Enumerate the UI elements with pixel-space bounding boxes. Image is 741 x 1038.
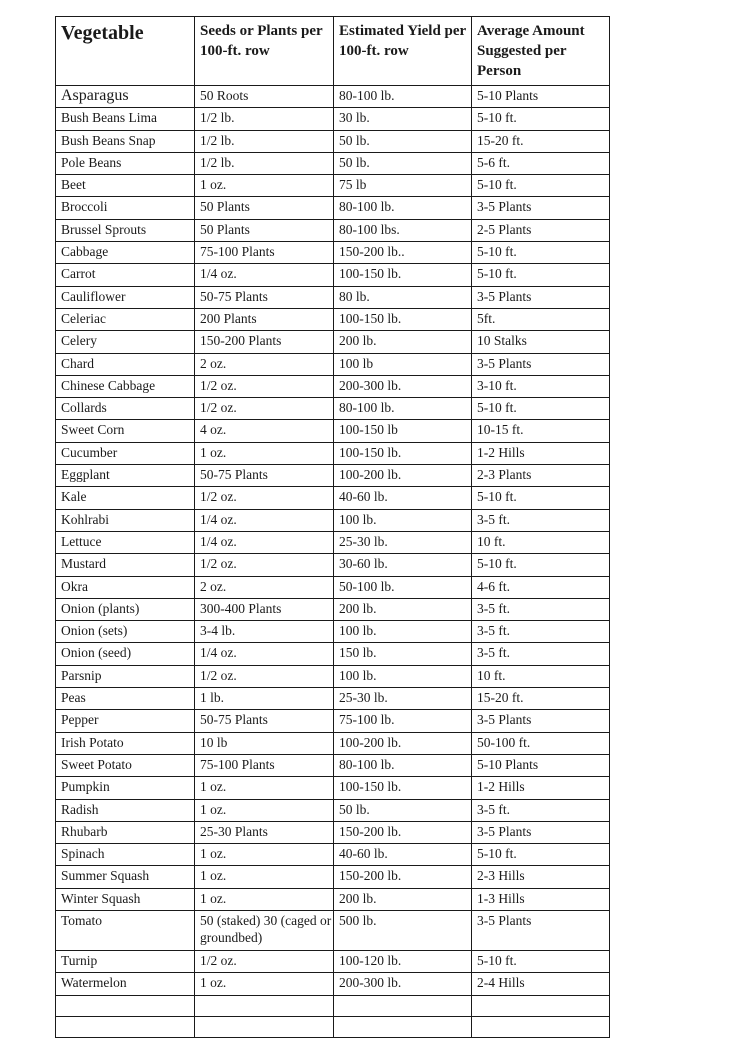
seeds-or-plants-cell: 1 oz. xyxy=(195,973,334,995)
header-vegetable: Vegetable xyxy=(56,17,195,86)
seeds-or-plants-cell: 50 Roots xyxy=(195,86,334,108)
seeds-or-plants-cell: 50 (staked) 30 (caged or groundbed) xyxy=(195,910,334,950)
estimated-yield-cell: 100-150 lb. xyxy=(334,442,472,464)
seeds-or-plants-cell: 50 Plants xyxy=(195,197,334,219)
seeds-or-plants-cell: 1/2 lb. xyxy=(195,130,334,152)
vegetable-cell: Pepper xyxy=(56,710,195,732)
estimated-yield-cell: 50-100 lb. xyxy=(334,576,472,598)
average-amount-cell: 3-5 Plants xyxy=(472,197,610,219)
average-amount-cell: 5ft. xyxy=(472,308,610,330)
average-amount-cell: 3-5 Plants xyxy=(472,821,610,843)
average-amount-cell: 5-10 ft. xyxy=(472,554,610,576)
estimated-yield-cell xyxy=(334,995,472,1016)
estimated-yield-cell: 100 lb xyxy=(334,353,472,375)
table-row xyxy=(56,799,610,821)
estimated-yield-cell: 100-150 lb. xyxy=(334,777,472,799)
average-amount-cell: 50-100 ft. xyxy=(472,732,610,754)
average-amount-cell: 10 Stalks xyxy=(472,331,610,353)
average-amount-cell: 10 ft. xyxy=(472,665,610,687)
table-row xyxy=(56,554,610,576)
estimated-yield-cell: 80-100 lb. xyxy=(334,754,472,776)
seeds-or-plants-cell: 1/2 oz. xyxy=(195,375,334,397)
estimated-yield-cell: 30-60 lb. xyxy=(334,554,472,576)
table-row xyxy=(56,732,610,754)
seeds-or-plants-cell xyxy=(195,1016,334,1037)
seeds-or-plants-cell: 1/4 oz. xyxy=(195,643,334,665)
header-estimated-yield: Estimated Yield per 100-ft. row xyxy=(334,17,472,86)
average-amount-cell: 3-5 ft. xyxy=(472,509,610,531)
seeds-or-plants-cell: 1/2 oz. xyxy=(195,950,334,972)
seeds-or-plants-cell: 1 oz. xyxy=(195,799,334,821)
vegetable-cell: Watermelon xyxy=(56,973,195,995)
table-row xyxy=(56,621,610,643)
vegetable-cell: Tomato xyxy=(56,910,195,950)
vegetable-cell: Kale xyxy=(56,487,195,509)
average-amount-cell: 1-2 Hills xyxy=(472,777,610,799)
vegetable-cell: Chard xyxy=(56,353,195,375)
seeds-or-plants-cell: 50-75 Plants xyxy=(195,465,334,487)
vegetable-cell: Bush Beans Snap xyxy=(56,130,195,152)
estimated-yield-cell: 200 lb. xyxy=(334,331,472,353)
seeds-or-plants-cell: 50 Plants xyxy=(195,219,334,241)
vegetable-cell: Irish Potato xyxy=(56,732,195,754)
seeds-or-plants-cell: 1/2 oz. xyxy=(195,665,334,687)
average-amount-cell: 3-5 ft. xyxy=(472,643,610,665)
average-amount-cell xyxy=(472,1016,610,1037)
average-amount-cell: 10 ft. xyxy=(472,531,610,553)
seeds-or-plants-cell: 10 lb xyxy=(195,732,334,754)
seeds-or-plants-cell: 1 oz. xyxy=(195,442,334,464)
vegetable-cell: Onion (sets) xyxy=(56,621,195,643)
estimated-yield-cell: 200 lb. xyxy=(334,888,472,910)
table-row xyxy=(56,950,610,972)
table-row xyxy=(56,710,610,732)
average-amount-cell: 5-10 ft. xyxy=(472,950,610,972)
table-row xyxy=(56,242,610,264)
estimated-yield-cell: 500 lb. xyxy=(334,910,472,950)
seeds-or-plants-cell: 1 lb. xyxy=(195,688,334,710)
vegetable-cell: Peas xyxy=(56,688,195,710)
average-amount-cell: 5-10 ft. xyxy=(472,175,610,197)
vegetable-cell: Celery xyxy=(56,331,195,353)
estimated-yield-cell: 40-60 lb. xyxy=(334,487,472,509)
table-row xyxy=(56,844,610,866)
table-header xyxy=(56,17,610,86)
estimated-yield-cell: 80 lb. xyxy=(334,286,472,308)
table-row xyxy=(56,888,610,910)
table-row xyxy=(56,375,610,397)
seeds-or-plants-cell: 1 oz. xyxy=(195,777,334,799)
estimated-yield-cell: 100-120 lb. xyxy=(334,950,472,972)
estimated-yield-cell: 150-200 lb. xyxy=(334,866,472,888)
estimated-yield-cell: 80-100 lb. xyxy=(334,86,472,108)
average-amount-cell: 5-10 ft. xyxy=(472,398,610,420)
vegetable-cell: Cauliflower xyxy=(56,286,195,308)
table-row xyxy=(56,219,610,241)
estimated-yield-cell: 50 lb. xyxy=(334,130,472,152)
table-row xyxy=(56,777,610,799)
average-amount-cell: 5-10 ft. xyxy=(472,264,610,286)
average-amount-cell: 5-6 ft. xyxy=(472,152,610,174)
seeds-or-plants-cell: 4 oz. xyxy=(195,420,334,442)
seeds-or-plants-cell: 150-200 Plants xyxy=(195,331,334,353)
seeds-or-plants-cell: 1/4 oz. xyxy=(195,531,334,553)
seeds-or-plants-cell: 75-100 Plants xyxy=(195,242,334,264)
table-row xyxy=(56,152,610,174)
header-seeds-or-plants: Seeds or Plants per 100-ft. row xyxy=(195,17,334,86)
average-amount-cell: 4-6 ft. xyxy=(472,576,610,598)
table-row xyxy=(56,598,610,620)
table-row xyxy=(56,442,610,464)
vegetable-cell: Bush Beans Lima xyxy=(56,108,195,130)
vegetable-cell: Rhubarb xyxy=(56,821,195,843)
estimated-yield-cell: 100-150 lb. xyxy=(334,264,472,286)
seeds-or-plants-cell: 2 oz. xyxy=(195,353,334,375)
seeds-or-plants-cell: 1 oz. xyxy=(195,888,334,910)
vegetable-cell: Cabbage xyxy=(56,242,195,264)
table-row xyxy=(56,531,610,553)
average-amount-cell: 2-5 Plants xyxy=(472,219,610,241)
vegetable-cell: Asparagus xyxy=(56,86,195,108)
seeds-or-plants-cell: 50-75 Plants xyxy=(195,710,334,732)
seeds-or-plants-cell: 25-30 Plants xyxy=(195,821,334,843)
estimated-yield-cell: 200 lb. xyxy=(334,598,472,620)
vegetable-cell: Eggplant xyxy=(56,465,195,487)
table-row xyxy=(56,487,610,509)
average-amount-cell: 3-5 Plants xyxy=(472,910,610,950)
table-row xyxy=(56,353,610,375)
vegetable-cell: Mustard xyxy=(56,554,195,576)
average-amount-cell: 10-15 ft. xyxy=(472,420,610,442)
estimated-yield-cell: 200-300 lb. xyxy=(334,375,472,397)
average-amount-cell: 5-10 ft. xyxy=(472,242,610,264)
average-amount-cell: 5-10 ft. xyxy=(472,108,610,130)
table-row xyxy=(56,197,610,219)
table-row xyxy=(56,995,610,1016)
header-row xyxy=(56,17,610,86)
table-row xyxy=(56,130,610,152)
average-amount-cell: 3-5 Plants xyxy=(472,710,610,732)
estimated-yield-cell: 30 lb. xyxy=(334,108,472,130)
seeds-or-plants-cell xyxy=(195,995,334,1016)
estimated-yield-cell: 100-200 lb. xyxy=(334,465,472,487)
estimated-yield-cell: 80-100 lb. xyxy=(334,197,472,219)
table-row xyxy=(56,665,610,687)
table-row xyxy=(56,643,610,665)
seeds-or-plants-cell: 1/2 oz. xyxy=(195,487,334,509)
estimated-yield-cell: 50 lb. xyxy=(334,152,472,174)
vegetable-cell: Spinach xyxy=(56,844,195,866)
table-body xyxy=(56,86,610,1038)
vegetable-cell: Winter Squash xyxy=(56,888,195,910)
vegetable-cell: Carrot xyxy=(56,264,195,286)
seeds-or-plants-cell: 75-100 Plants xyxy=(195,754,334,776)
table-row xyxy=(56,286,610,308)
seeds-or-plants-cell: 1 oz. xyxy=(195,866,334,888)
estimated-yield-cell: 100-150 lb xyxy=(334,420,472,442)
seeds-or-plants-cell: 1/4 oz. xyxy=(195,509,334,531)
average-amount-cell xyxy=(472,995,610,1016)
table-row xyxy=(56,754,610,776)
average-amount-cell: 2-4 Hills xyxy=(472,973,610,995)
average-amount-cell: 3-5 ft. xyxy=(472,621,610,643)
average-amount-cell: 2-3 Hills xyxy=(472,866,610,888)
vegetable-cell: Turnip xyxy=(56,950,195,972)
seeds-or-plants-cell: 1/2 oz. xyxy=(195,398,334,420)
vegetable-cell: Kohlrabi xyxy=(56,509,195,531)
table-row xyxy=(56,175,610,197)
table-row xyxy=(56,86,610,108)
seeds-or-plants-cell: 1 oz. xyxy=(195,844,334,866)
vegetable-cell: Summer Squash xyxy=(56,866,195,888)
average-amount-cell: 2-3 Plants xyxy=(472,465,610,487)
average-amount-cell: 15-20 ft. xyxy=(472,130,610,152)
vegetable-cell: Celeriac xyxy=(56,308,195,330)
estimated-yield-cell: 50 lb. xyxy=(334,799,472,821)
seeds-or-plants-cell: 200 Plants xyxy=(195,308,334,330)
vegetable-cell: Pumpkin xyxy=(56,777,195,799)
seeds-or-plants-cell: 1/4 oz. xyxy=(195,264,334,286)
estimated-yield-cell: 75-100 lb. xyxy=(334,710,472,732)
average-amount-cell: 5-10 ft. xyxy=(472,844,610,866)
estimated-yield-cell: 100 lb. xyxy=(334,509,472,531)
vegetable-cell: Onion (seed) xyxy=(56,643,195,665)
vegetable-cell xyxy=(56,1016,195,1037)
estimated-yield-cell: 100-150 lb. xyxy=(334,308,472,330)
estimated-yield-cell: 100-200 lb. xyxy=(334,732,472,754)
vegetable-cell: Sweet Corn xyxy=(56,420,195,442)
vegetable-cell: Sweet Potato xyxy=(56,754,195,776)
table-row xyxy=(56,108,610,130)
table-row xyxy=(56,308,610,330)
average-amount-cell: 1-3 Hills xyxy=(472,888,610,910)
seeds-or-plants-cell: 2 oz. xyxy=(195,576,334,598)
vegetable-cell: Lettuce xyxy=(56,531,195,553)
table-row xyxy=(56,973,610,995)
estimated-yield-cell: 40-60 lb. xyxy=(334,844,472,866)
average-amount-cell: 3-5 ft. xyxy=(472,598,610,620)
vegetable-cell xyxy=(56,995,195,1016)
estimated-yield-cell: 25-30 lb. xyxy=(334,531,472,553)
vegetable-cell: Parsnip xyxy=(56,665,195,687)
average-amount-cell: 3-5 ft. xyxy=(472,799,610,821)
vegetable-cell: Chinese Cabbage xyxy=(56,375,195,397)
average-amount-cell: 5-10 Plants xyxy=(472,754,610,776)
vegetable-cell: Onion (plants) xyxy=(56,598,195,620)
average-amount-cell: 5-10 Plants xyxy=(472,86,610,108)
estimated-yield-cell: 80-100 lb. xyxy=(334,398,472,420)
average-amount-cell: 3-5 Plants xyxy=(472,286,610,308)
table-row xyxy=(56,420,610,442)
table-row xyxy=(56,1016,610,1037)
estimated-yield-cell: 80-100 lbs. xyxy=(334,219,472,241)
estimated-yield-cell: 200-300 lb. xyxy=(334,973,472,995)
estimated-yield-cell: 150-200 lb. xyxy=(334,821,472,843)
vegetable-cell: Brussel Sprouts xyxy=(56,219,195,241)
estimated-yield-cell xyxy=(334,1016,472,1037)
seeds-or-plants-cell: 1 oz. xyxy=(195,175,334,197)
average-amount-cell: 5-10 ft. xyxy=(472,487,610,509)
estimated-yield-cell: 100 lb. xyxy=(334,665,472,687)
table-row xyxy=(56,821,610,843)
table-row xyxy=(56,398,610,420)
header-average-amount: Average Amount Suggested per Person xyxy=(472,17,610,86)
estimated-yield-cell: 100 lb. xyxy=(334,621,472,643)
seeds-or-plants-cell: 300-400 Plants xyxy=(195,598,334,620)
seeds-or-plants-cell: 1/2 lb. xyxy=(195,108,334,130)
seeds-or-plants-cell: 3-4 lb. xyxy=(195,621,334,643)
vegetable-cell: Cucumber xyxy=(56,442,195,464)
vegetable-planting-table xyxy=(55,16,610,1038)
average-amount-cell: 3-5 Plants xyxy=(472,353,610,375)
average-amount-cell: 3-10 ft. xyxy=(472,375,610,397)
table-row xyxy=(56,465,610,487)
vegetable-cell: Radish xyxy=(56,799,195,821)
estimated-yield-cell: 150 lb. xyxy=(334,643,472,665)
vegetable-cell: Broccoli xyxy=(56,197,195,219)
table-row xyxy=(56,910,610,950)
estimated-yield-cell: 25-30 lb. xyxy=(334,688,472,710)
seeds-or-plants-cell: 50-75 Plants xyxy=(195,286,334,308)
seeds-or-plants-cell: 1/2 oz. xyxy=(195,554,334,576)
average-amount-cell: 1-2 Hills xyxy=(472,442,610,464)
estimated-yield-cell: 150-200 lb.. xyxy=(334,242,472,264)
vegetable-cell: Okra xyxy=(56,576,195,598)
table-row xyxy=(56,331,610,353)
table-row xyxy=(56,688,610,710)
vegetable-cell: Pole Beans xyxy=(56,152,195,174)
vegetable-cell: Collards xyxy=(56,398,195,420)
table-row xyxy=(56,264,610,286)
table-row xyxy=(56,866,610,888)
vegetable-cell: Beet xyxy=(56,175,195,197)
table-row xyxy=(56,576,610,598)
estimated-yield-cell: 75 lb xyxy=(334,175,472,197)
table-row xyxy=(56,509,610,531)
seeds-or-plants-cell: 1/2 lb. xyxy=(195,152,334,174)
average-amount-cell: 15-20 ft. xyxy=(472,688,610,710)
